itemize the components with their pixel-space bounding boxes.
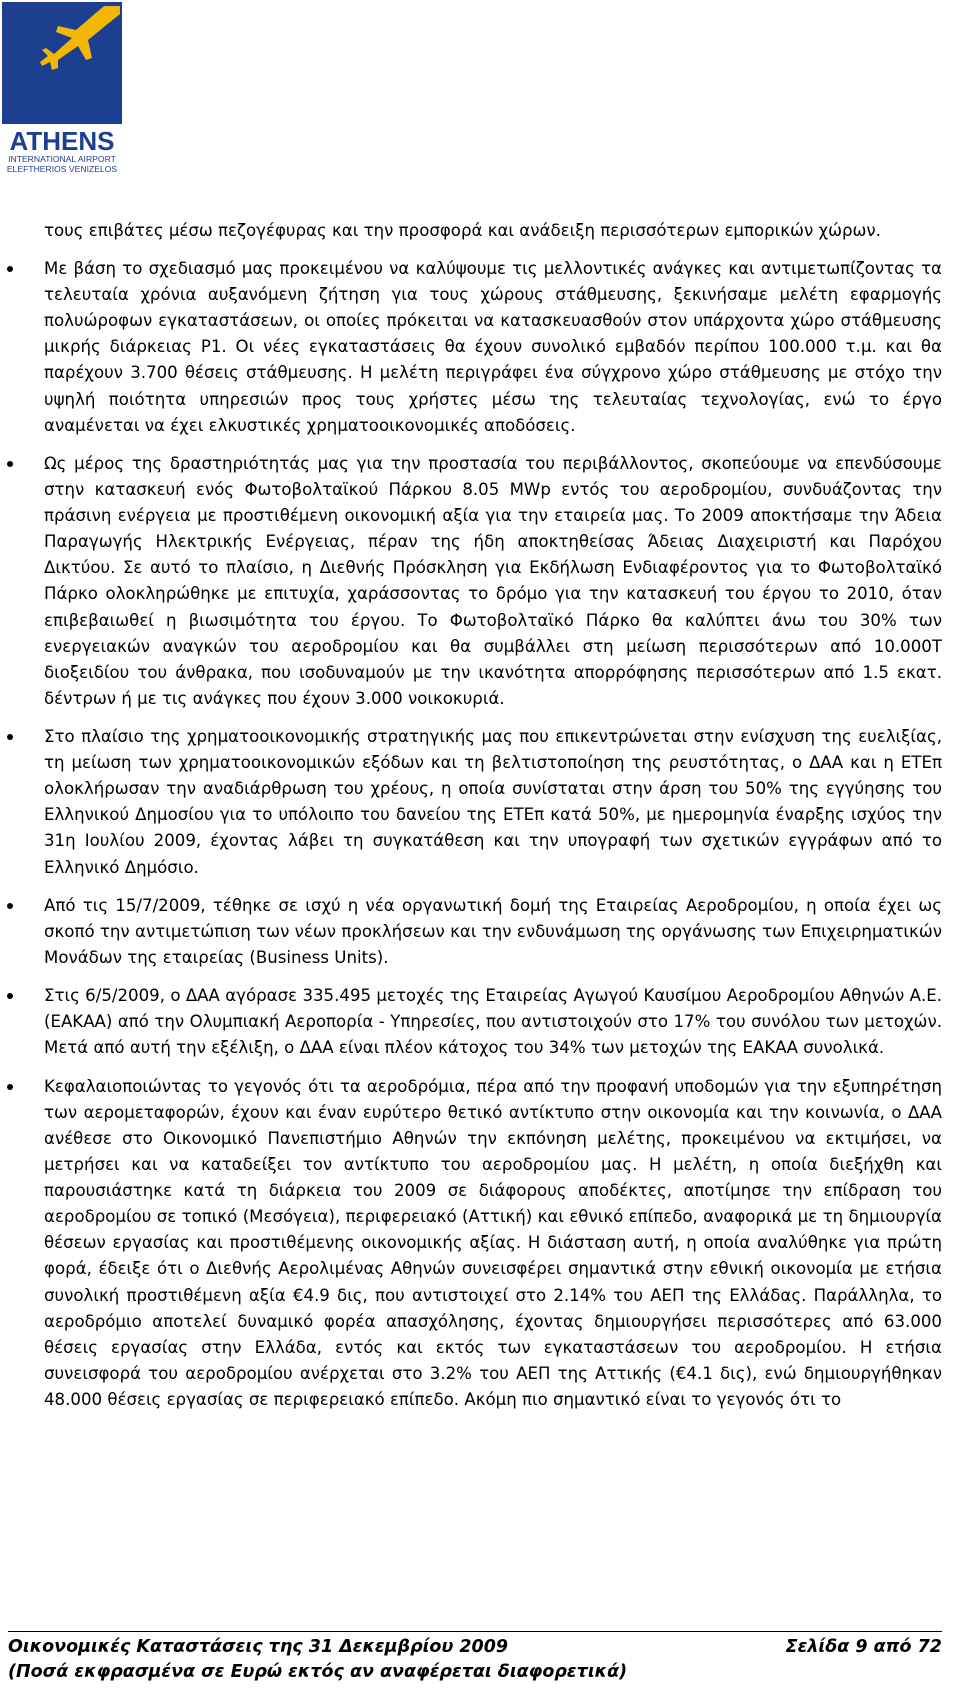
document-body	[44, 218, 942, 1425]
bullet-icon	[7, 993, 13, 999]
list-item	[44, 1074, 942, 1413]
logo-line1-text: INTERNATIONAL AIRPORT	[8, 154, 116, 164]
list-item	[44, 724, 942, 881]
list-item-text: Ως μέρος της δραστηριότητάς μας για την προστασία του περιβάλλοντος, σκοπεύουμε να επενδύσουμε στην κατασκευή ενός Φωτοβολταϊκού Πάρκου 8.05 MWp εντός του αεροδρομίου, συνδυάζοντας την πράσινη ενέργεια με προστιθέμενη οικονομική αξία για την εταιρεία μας. Το 2009 αποκτήσαμε την Άδεια Παραγωγής Ηλεκτρικής Ενέργειας, πέραν της ήδη αποκτηθείσας Άδειας Διαχειριστή και Παρόχου Δικτύου. Σε αυτό το πλαίσιο, η Διεθνής Πρόσκληση για Εκδήλωση Ενδιαφέροντος για το Φωτοβολταϊκό Πάρκο ολοκληρώθηκε με επιτυχία, χαράσσοντας το δρόμο για την κατασκευή του έργου το 2010, όταν επιβεβαιωθεί η βιωσιμότητα του έργου. Το Φωτοβολταϊκό Πάρκο θα καλύπτει άνω του 30% των ενεργειακών αναγκών του αεροδρομίου και θα συμβάλλει στη μείωση περισσότερων από 10.000T διοξειδίου του άνθρακα, που ισοδυναμούν με την ικανότητα απορρόφησης περισσότερων από 1.5 εκατ. δέντρων ή με τις ανάγκες που έχουν 3.000 νοικοκυριά.	[44, 453, 942, 708]
intro-paragraph: τους επιβάτες μέσω πεζογέφυρας και την προσφορά και ανάδειξη περισσότερων εμπορικών χώρων.	[44, 221, 881, 240]
bullet-icon	[7, 266, 13, 272]
list-item-text: Κεφαλαιοποιώντας το γεγονός ότι τα αεροδρόμια, πέρα από την προφανή υποδομών για την εξυπηρέτηση των αερομεταφορών, έχουν και έναν ευρύτερο θετικό αντίκτυπο στην οικονομία και την κοινωνία, ο ΔΑΑ ανέθεσε στο Οικονομικό Πανεπιστήμιο Αθηνών την εκπόνηση μελέτης, προκειμένου να εκτιμήσει, να μετρήσει και να καταδείξει τον αντίκτυπο του αεροδρομίου μας. Η μελέτη, η οποία διεξήχθη και παρουσιάστηκε κατά τη διάρκεια του 2009 σε διάφορους αποδέκτες, αποτίμησε την επίδραση του αεροδρομίου σε τοπικό (Μεσόγεια), περιφερειακό (Αττική) και εθνικό επίπεδο, αναφορικά με τη δημιουργία θέσεων εργασίας και προστιθέμενης οικονομικής αξίας. Η διάσταση αυτή, η οποία αναλύθηκε για πρώτη φορά, έδειξε ότι ο Διεθνής Αερολιμένας Αθηνών συνεισφέρει σημαντικά στην εθνική οικονομία με ετήσια συνολική προστιθέμενη αξία €4.9 δις, που αντιστοιχεί στο 2.14% του ΑΕΠ της Ελλάδας. Παράλληλα, το αεροδρόμιο αποτελεί δυναμικό φορέα απασχόλησης, έχοντας δημιουργήσει περισσότερες από 63.000 θέσεις εργασίας στην Ελλάδα, εντός και εκτός των εγκαταστάσεων του αεροδρομίου. Η ετήσια συνεισφορά του αεροδρομίου ανέρχεται στο 3.2% του ΑΕΠ της Αττικής (€4.1 δις), ενώ δημιουργήθηκαν 48.000 θέσεις εργασίας σε περιφερειακό επίπεδο. Ακόμη πιο σημαντικό είναι το γεγονός ότι το	[44, 1076, 942, 1409]
list-item-text: Στο πλαίσιο της χρηματοοικονομικής στρατηγικής μας που επικεντρώνεται στην ενίσχυση της ευελιξίας, τη μείωση των χρηματοοικονομικών εξόδων και τη βελτιστοποίηση της ρευστότητας, ο ΔΑΑ και η ΕΤΕπ ολοκλήρωσαν την αναδιάρθρωση του χρέους, η οποία συνίσταται στην άρση του 50% της εγγύησης του Ελληνικού Δημοσίου για το υπόλοιπο του δανείου της ΕΤΕπ κατά 50%, με ημερομηνία έναρξης ισχύος την 31η Ιουλίου 2009, έχοντας λάβει τη συγκατάθεση και την υπογραφή των σχετικών εγγράφων από το Ελληνικό Δημόσιο.	[44, 727, 942, 877]
list-item-text: Στις 6/5/2009, ο ΔΑΑ αγόρασε 335.495 μετοχές της Εταιρείας Αγωγού Καυσίμου Αεροδρομίου Αθηνών Α.Ε. (ΕΑΚΑΑ) από την Ολυμπιακή Αεροπορία - Υπηρεσίες, που αντιστοιχούν στο 17% του συνόλου των μετοχών. Μετά από αυτή την εξέλιξη, ο ΔΑΑ είναι πλέον κάτοχος του 34% των μετοχών της ΕΑΚΑΑ συνολικά.	[44, 986, 942, 1058]
list-item	[44, 983, 942, 1061]
footer-title: Οικονομικές Καταστάσεις της 31 Δεκεμβρίου 2009	[8, 1637, 509, 1657]
bullet-icon	[7, 903, 13, 909]
bullet-icon	[7, 734, 13, 740]
list-item	[44, 256, 942, 439]
airport-logo-graphic	[0, 0, 124, 176]
list-item-text: Από τις 15/7/2009, τέθηκε σε ισχύ η νέα οργανωτική δομή της Εταιρείας Αεροδρομίου, η οποία έχει ως σκοπό την αντιμετώπιση των νέων προκλήσεων και την ενδυνάμωση της οργάνωσης των Επιχειρηματικών Μονάδων της εταιρείας (Business Units).	[44, 895, 942, 967]
bullet-icon	[7, 1084, 13, 1090]
page-number: Σελίδα 9 από 72	[785, 1637, 942, 1657]
logo-line2-text: ELEFTHERIOS VENIZELOS	[6, 164, 118, 174]
footer-divider	[8, 1631, 942, 1632]
list-item	[44, 893, 942, 971]
footer-note: (Ποσά εκφρασμένα σε Ευρώ εκτός αν αναφέρεται διαφορετικά)	[8, 1662, 628, 1682]
logo-athens-text: ATHENS	[9, 126, 115, 156]
list-item-text: Με βάση το σχεδιασμό μας προκειμένου να καλύψουμε τις μελλοντικές ανάγκες και αντιμετωπίζοντας τα τελευταία χρόνια αυξανόμενη ζήτηση για τους χώρους στάθμευσης, ξεκινήσαμε μελέτη εφαρμογής πολυώροφων εγκαταστάσεων, οι οποίες πρόκειται να κατασκευασθούν στον υπάρχοντα χώρο στάθμευσης μικρής διάρκειας P1. Οι νέες εγκαταστάσεις θα έχουν συνολικό εμβαδόν περίπου 100.000 τ.μ. και θα παρέχουν 3.700 θέσεις στάθμευσης. Η μελέτη περιγράφει ένα σύγχρονο χώρο στάθμευσης με στόχο την υψηλή ποιότητα υπηρεσιών προς τους χρήστες μέσω της τελευταίας τεχνολογίας, ενώ το έργο αναμένεται να έχει ελκυστικές χρηματοοικονομικές αποδόσεις.	[44, 259, 942, 435]
list-item	[44, 451, 942, 712]
footer	[8, 1635, 942, 1660]
airport-logo	[0, 0, 124, 176]
bullet-list	[44, 256, 942, 1413]
bullet-icon	[7, 461, 13, 467]
